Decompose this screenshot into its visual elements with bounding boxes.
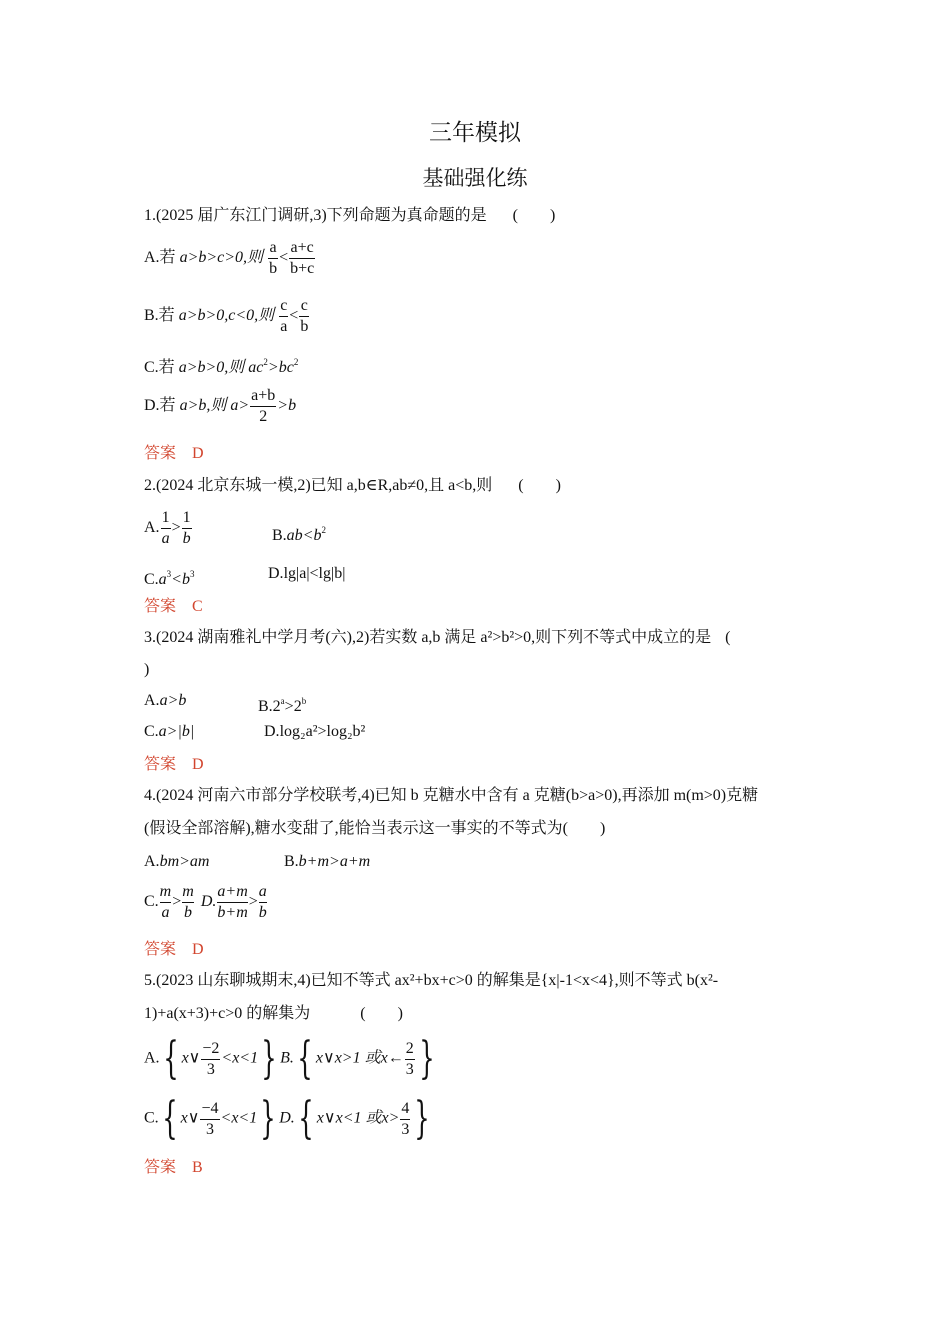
q4-option-b	[284, 851, 370, 873]
q1-option-d	[144, 386, 296, 427]
answer-label: 答案	[144, 596, 177, 615]
expression: >2	[284, 698, 302, 715]
option-condition: a>b>0,则	[178, 359, 249, 376]
option-label: A.	[144, 519, 160, 537]
fraction	[289, 238, 315, 279]
q1-option-b	[144, 296, 310, 337]
option-condition: a>b,则	[179, 397, 231, 415]
q2-option-a	[144, 508, 193, 549]
fraction	[299, 296, 309, 337]
denominator: b	[300, 318, 309, 335]
q5-options-cd	[144, 1093, 433, 1144]
exponent: b	[301, 696, 307, 706]
question-3-stem-cont	[144, 659, 149, 681]
option-label: C.若	[144, 359, 179, 376]
answer-value: B	[192, 1159, 203, 1176]
answer-label: 答案	[144, 443, 177, 462]
answer-paren: ( )	[518, 477, 561, 494]
relation: <	[289, 307, 299, 325]
option-label: B.	[280, 1049, 294, 1067]
numerator: a	[259, 882, 267, 903]
option-label: B.若	[144, 307, 179, 325]
numerator: 1	[161, 508, 171, 529]
numerator: −2	[201, 1039, 220, 1060]
option-label: C.	[144, 571, 159, 588]
numerator: −4	[200, 1099, 219, 1120]
fraction	[279, 296, 288, 337]
numerator: c	[279, 296, 288, 317]
denominator: a	[280, 318, 288, 335]
expression: log₂a²>log₂b²	[279, 723, 366, 740]
denominator: b	[182, 530, 191, 547]
option-label: A.	[144, 853, 160, 870]
right-brace-icon: }	[261, 1033, 277, 1084]
expression: x∨x>1 或x←	[315, 1049, 404, 1067]
page-title: 三年模拟	[429, 120, 521, 146]
expression: a>|b|	[158, 723, 195, 740]
expression: a>	[230, 397, 250, 415]
right-brace-icon: }	[419, 1033, 435, 1084]
denominator: 3	[206, 1060, 215, 1078]
relation: >	[171, 519, 181, 537]
question-stem-text: 3.(2024 湖南雅礼中学月考(六),2)若实数 a,b 满足 a²>b²>0,则下列不等式中成立的是	[144, 629, 712, 646]
option-label: C.	[144, 1109, 159, 1127]
q1-option-a	[144, 238, 316, 279]
expression: x∨	[180, 1109, 200, 1127]
relation: >	[248, 893, 258, 911]
question-5-stem-cont	[144, 1003, 403, 1025]
option-label: C.	[144, 893, 159, 911]
option-label: D.	[200, 893, 217, 911]
option-label: B.	[258, 698, 273, 715]
denominator: 3	[401, 1120, 410, 1138]
answer-label: 答案	[144, 1157, 177, 1176]
q5-options-ab	[144, 1033, 438, 1084]
numerator: a+b	[250, 386, 276, 407]
exponent: 2	[263, 357, 268, 367]
relation: <	[279, 249, 289, 267]
q3-option-b	[258, 690, 306, 718]
denominator: a	[161, 530, 170, 547]
right-brace-icon: }	[414, 1093, 431, 1144]
answer-value: D	[192, 445, 204, 462]
answer-paren-open: (	[725, 629, 731, 646]
answer-value: C	[192, 598, 203, 615]
q2-option-d	[268, 563, 345, 585]
q1-option-c	[144, 351, 298, 379]
denominator: a	[161, 904, 170, 921]
exponent: 3	[166, 569, 172, 579]
expression: <b	[171, 571, 190, 588]
question-stem-text: 4.(2024 河南六市部分学校联考,4)已知 b 克糖水中含有 a 克糖(b>a>0),再添加 m(m>0)克糖	[144, 787, 759, 804]
expression: x∨x<1 或x>	[316, 1109, 400, 1127]
option-label: A.若	[144, 249, 180, 267]
fraction	[250, 386, 276, 427]
denominator: 3	[405, 1060, 414, 1078]
relation: >	[172, 893, 182, 911]
numerator: 4	[400, 1099, 410, 1120]
denominator: b	[184, 904, 193, 921]
numerator: a+c	[289, 238, 315, 259]
fraction	[182, 882, 194, 923]
fraction	[405, 1039, 415, 1080]
fraction	[400, 1099, 410, 1140]
expression: a	[158, 571, 167, 588]
expression: ab<b	[286, 527, 322, 544]
option-label: D.若	[144, 397, 180, 415]
numerator: m	[160, 882, 172, 903]
question-stem-text: 5.(2023 山东聊城期末,4)已知不等式 ax²+bx+c>0 的解集是{x|-1<x<4},则不等式 b(x²-	[144, 972, 719, 989]
answer-value: D	[192, 941, 204, 958]
denominator: 3	[206, 1120, 214, 1138]
option-condition: a>b>c>0,则	[179, 249, 264, 267]
q3-option-d	[264, 721, 365, 743]
q3-option-c	[144, 721, 194, 743]
answer-paren: ( )	[360, 1005, 403, 1022]
answer-label: 答案	[144, 939, 177, 958]
question-stem-text: 1.(2025 届广东江门调研,3)下列命题为真命题的是	[144, 207, 487, 224]
question-4-stem-cont	[144, 818, 605, 840]
option-label: A.	[144, 692, 160, 709]
section-title: 基础强化练	[422, 166, 528, 190]
denominator: b	[269, 260, 278, 277]
question-1-stem	[144, 205, 555, 227]
fraction	[259, 882, 267, 923]
expression: >b	[277, 397, 297, 415]
numerator: a	[268, 238, 278, 259]
fraction	[217, 882, 247, 923]
q4-options-cd	[144, 882, 268, 923]
numerator: m	[182, 882, 194, 903]
denominator: 2	[259, 408, 268, 425]
question-3-stem	[144, 627, 731, 649]
fraction	[182, 508, 192, 549]
question-2-stem	[144, 475, 561, 497]
exponent: 3	[189, 569, 195, 579]
left-brace-icon: {	[161, 1093, 178, 1144]
q5-answer	[144, 1156, 203, 1179]
numerator: 2	[405, 1039, 415, 1060]
denominator: b+c	[290, 260, 315, 277]
exponent: a	[280, 696, 285, 706]
question-4-stem	[144, 785, 758, 807]
expression: x∨	[181, 1049, 201, 1067]
exponent: 2	[321, 525, 326, 535]
numerator: 1	[182, 508, 192, 529]
fraction	[201, 1039, 220, 1080]
answer-paren: ( )	[512, 207, 556, 224]
expression: ac	[248, 359, 264, 376]
option-label: B.	[284, 853, 299, 870]
q4-option-a	[144, 851, 209, 873]
question-stem-text: 1)+a(x+3)+c>0 的解集为	[144, 1005, 311, 1022]
answer-value: D	[192, 756, 204, 773]
q4-answer	[144, 938, 204, 961]
numerator: a+m	[217, 882, 247, 903]
numerator: c	[299, 296, 309, 317]
denominator: b	[258, 904, 267, 921]
fraction	[268, 238, 278, 279]
fraction	[161, 508, 171, 549]
expression: b+m>a+m	[298, 853, 371, 870]
left-brace-icon: {	[162, 1033, 179, 1084]
q2-answer	[144, 595, 203, 618]
fraction	[160, 882, 172, 923]
denominator: b+m	[217, 904, 248, 921]
q2-option-b	[272, 519, 326, 547]
expression: 2	[272, 698, 281, 715]
option-label: D.	[264, 723, 280, 740]
option-condition: a>b>0,c<0,则	[178, 307, 275, 325]
option-label: A.	[144, 1049, 160, 1067]
exponent: 2	[293, 357, 299, 367]
expression: a>b	[159, 692, 187, 709]
question-5-stem	[144, 970, 718, 992]
q3-option-a	[144, 690, 186, 712]
expression: >bc	[267, 359, 294, 376]
left-brace-icon: {	[297, 1033, 313, 1084]
question-stem-text: 2.(2024 北京东城一模,2)已知 a,b∈R,ab≠0,且 a<b,则	[144, 477, 493, 494]
expression: <x<1	[221, 1049, 259, 1067]
right-brace-icon: }	[260, 1093, 276, 1144]
q3-answer	[144, 753, 204, 776]
expression: <x<1	[220, 1109, 258, 1127]
fraction	[200, 1099, 219, 1140]
q1-answer	[144, 442, 204, 465]
option-label: D.	[268, 565, 284, 582]
option-label: B.	[272, 527, 287, 544]
expression: bm>am	[159, 853, 210, 870]
expression: lg|a|<lg|b|	[283, 565, 346, 582]
option-label: C.	[144, 723, 159, 740]
answer-label: 答案	[144, 754, 177, 773]
question-stem-text: (假设全部溶解),糖水变甜了,能恰当表示这一事实的不等式为( )	[144, 820, 606, 837]
left-brace-icon: {	[298, 1093, 314, 1144]
answer-paren-close: )	[144, 661, 150, 678]
option-label: D.	[279, 1109, 295, 1127]
q2-option-c	[144, 563, 194, 591]
